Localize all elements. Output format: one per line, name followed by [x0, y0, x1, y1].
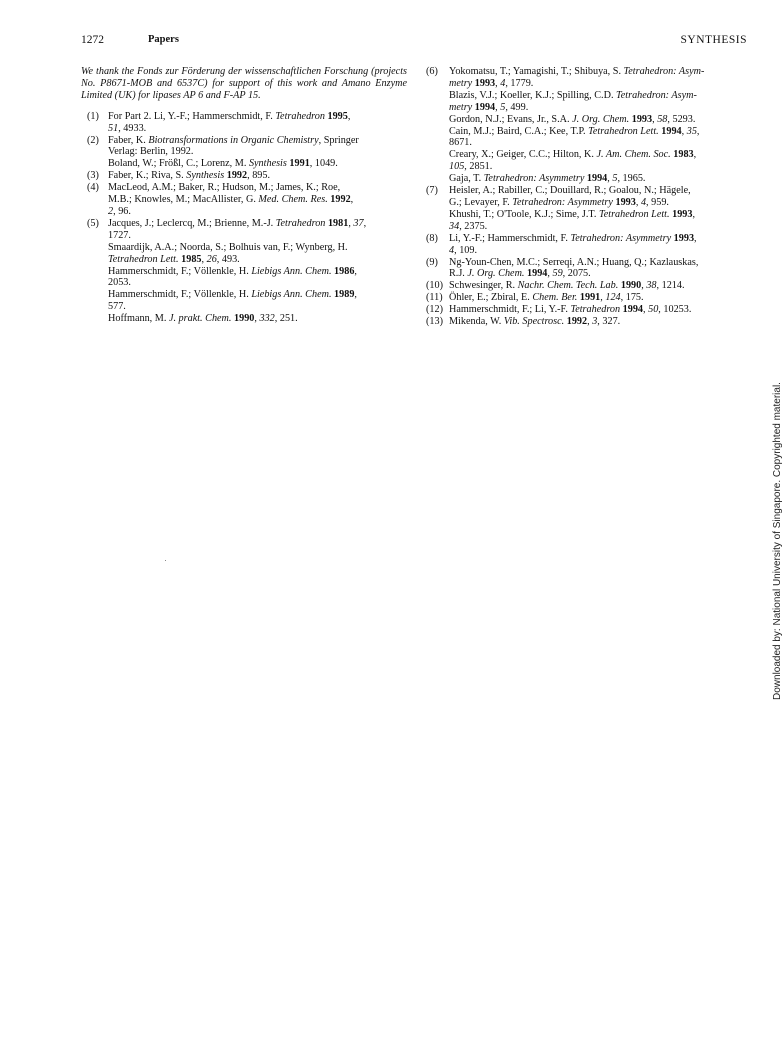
reference-text: , 251. — [274, 313, 298, 325]
publication-year: 1994 — [586, 173, 608, 185]
reference-entry — [422, 292, 748, 304]
reference-text: , — [694, 232, 697, 244]
reference-text: , — [696, 125, 700, 137]
reference-text: Khushi, T.; O'Toole, K.J.; Sime, J.T. — [449, 208, 599, 220]
reference-text: , 4933. — [118, 122, 147, 134]
reference-text: , — [363, 217, 367, 229]
journal-title: Biotransformations in Organic Chemistry — [148, 134, 319, 146]
reference-text: , 1049. — [309, 158, 338, 170]
publication-year: 1994 — [661, 125, 682, 137]
reference-text: , — [641, 280, 647, 292]
journal-title: 58 — [657, 113, 668, 125]
reference-text: , — [201, 253, 207, 265]
reference-entry — [81, 182, 407, 218]
reference-line — [449, 209, 748, 221]
reference-text: Verlag: Berlin, 1992. — [108, 146, 194, 158]
journal-title: 38 — [646, 280, 657, 292]
reference-text: R.J. — [449, 268, 468, 280]
reference-text: Cain, M.J.; Baird, C.A.; Kee, T.P. — [449, 125, 589, 137]
reference-text: , — [681, 125, 687, 137]
reference-text: M.B.; Knowles, M.; MacAllister, G. — [108, 194, 259, 206]
reference-text: , 499. — [505, 101, 529, 113]
reference-text: , 895. — [247, 170, 271, 182]
reference-line — [108, 194, 407, 206]
journal-title: 5 — [500, 101, 506, 113]
journal-title: Liebigs Ann. Chem. — [251, 289, 332, 301]
reference-text: 577. — [108, 301, 126, 313]
download-watermark: Downloaded by: National University of Singapore. Copyrighted material. — [772, 382, 783, 700]
reference-text: , — [692, 208, 696, 220]
publication-year: 1992 — [566, 316, 588, 328]
reference-number: (2) — [87, 134, 99, 146]
reference-text: Heisler, A.; Rabiller, C.; Douillard, R.; Goalou, N.; Hägele, — [449, 185, 691, 197]
reference-text: , 959. — [646, 196, 669, 208]
reference-line — [449, 90, 748, 102]
reference-text: 8671. — [449, 137, 472, 149]
reference-line — [449, 78, 748, 90]
journal-title: metry — [449, 77, 473, 89]
publication-year: 1981 — [327, 217, 349, 229]
reference-entry — [422, 257, 748, 281]
reference-line — [108, 289, 407, 301]
reference-text: , — [547, 268, 553, 280]
publication-year: 1992 — [330, 194, 351, 206]
reference-text: , — [693, 149, 697, 161]
reference-text: G.; Levayer, F. — [449, 196, 513, 208]
reference-line — [108, 301, 407, 313]
reference-text: , 1779. — [505, 77, 534, 89]
reference-number: (5) — [87, 217, 99, 229]
reference-number: (4) — [87, 182, 99, 194]
reference-number: (9) — [426, 256, 438, 268]
reference-line — [449, 173, 748, 185]
reference-text: , 175. — [620, 292, 644, 304]
journal-title: 37 — [353, 217, 364, 229]
reference-line — [449, 161, 748, 173]
reference-entry — [422, 280, 748, 292]
reference-text: Hammerschmidt, F.; Völlenkle, H. — [108, 265, 252, 277]
reference-text: Gordon, N.J.; Evans, Jr., S.A. — [449, 113, 573, 125]
reference-line — [449, 126, 748, 138]
reference-text: , — [350, 194, 354, 206]
reference-text: , — [347, 110, 351, 122]
journal-title: Tetrahedron: Asym- — [616, 89, 697, 101]
section-name: Papers — [148, 34, 179, 45]
reference-text: , 2375. — [459, 220, 488, 232]
journal-title: Med. Chem. Res. — [258, 194, 328, 206]
journal-title: J. Am. Chem. Soc. — [596, 149, 671, 161]
left-column — [81, 66, 407, 325]
reference-text: , — [254, 313, 260, 325]
reference-number: (1) — [87, 110, 99, 122]
reference-text: , — [354, 289, 357, 301]
reference-text: , 2075. — [562, 268, 591, 280]
reference-text: , — [495, 101, 501, 113]
reference-text: For Part 2. Li, Y.-F.; Hammerschmidt, F. — [108, 110, 276, 122]
reference-line — [449, 197, 748, 209]
journal-title: 3 — [592, 316, 598, 328]
publication-year: 1991 — [579, 292, 601, 304]
journal-title: Tetrahedron — [275, 110, 325, 122]
reference-text: Smaardijk, A.A.; Noorda, S.; Bolhuis van, F.; Wynberg, H. — [108, 241, 348, 253]
reference-entry — [81, 111, 407, 135]
reference-text: , 10253. — [658, 304, 692, 316]
journal-title: metry — [449, 101, 473, 113]
journal-title: 124 — [605, 292, 621, 304]
reference-line — [108, 277, 407, 289]
journal-title: Tetrahedron — [570, 304, 621, 316]
reference-line — [108, 158, 407, 170]
reference-line — [108, 218, 407, 230]
publication-year: 1994 — [622, 304, 644, 316]
journal-title: Tetrahedron Lett. — [598, 208, 670, 220]
reference-number: (13) — [426, 316, 443, 328]
journal-title: Tetrahedron: Asymmetry — [512, 196, 613, 208]
reference-line — [449, 102, 748, 114]
reference-list-right — [422, 66, 748, 328]
reference-line — [449, 280, 748, 292]
reference-entry — [422, 304, 748, 316]
reference-text: , 96. — [113, 205, 131, 217]
reference-text: Schwesinger, R. — [449, 280, 518, 292]
reference-text: Boland, W.; Frößl, C.; Lorenz, M. — [108, 158, 249, 170]
reference-text: , 2851. — [464, 161, 493, 173]
reference-entry — [81, 170, 407, 182]
reference-number: (12) — [426, 304, 443, 316]
publication-year: 1993 — [673, 232, 695, 244]
journal-title: 4 — [449, 244, 455, 256]
reference-line — [449, 185, 748, 197]
journal-title: Liebigs Ann. Chem. — [251, 265, 332, 277]
reference-line — [108, 182, 407, 194]
reference-text: Ng-Youn-Chen, M.C.; Serreqi, A.N.; Huang, Q.; Kazlauskas, — [449, 256, 699, 268]
reference-entry — [422, 233, 748, 257]
reference-text: , 1965. — [617, 173, 646, 185]
journal-title: 59 — [552, 268, 563, 280]
reference-entry — [422, 316, 748, 328]
journal-title: Tetrahedron Lett. — [588, 125, 659, 137]
reference-line — [449, 137, 748, 149]
reference-line — [449, 245, 748, 257]
running-header — [81, 34, 747, 50]
reference-text: , 493. — [216, 253, 240, 265]
reference-text: , — [635, 196, 641, 208]
journal-title: Tetrahedron: Asymmetry — [570, 232, 672, 244]
reference-text: Faber, K.; Riva, S. — [108, 170, 187, 182]
journal-title: Tetrahedron: Asymmetry — [483, 173, 585, 185]
publication-year: 1991 — [289, 158, 310, 170]
journal-title: 332 — [259, 313, 275, 325]
reference-entry — [422, 185, 748, 233]
reference-number: (7) — [426, 185, 438, 197]
journal-title: 105 — [449, 161, 465, 173]
journal-name: SYNTHESIS — [680, 34, 747, 46]
reference-line — [108, 123, 407, 135]
reference-line — [449, 316, 748, 328]
reference-text: MacLeod, A.M.; Baker, R.; Hudson, M.; James, K.; Roe, — [108, 182, 341, 194]
reference-text: Yokomatsu, T.; Yamagishi, T.; Shibuya, S. — [449, 66, 624, 77]
reference-entry — [81, 218, 407, 325]
journal-title: 35 — [686, 125, 697, 137]
reference-text: , — [354, 265, 357, 277]
reference-text: Mikenda, W. — [449, 316, 504, 328]
reference-number: (3) — [87, 170, 99, 182]
publication-year: 1989 — [334, 289, 355, 301]
journal-title: J. Org. Chem. — [572, 113, 630, 125]
reference-text: Hoffmann, M. — [108, 313, 169, 325]
reference-line — [449, 221, 748, 233]
journal-title: 34 — [449, 220, 460, 232]
reference-text: 2053. — [108, 277, 131, 289]
publication-year: 1993 — [672, 208, 693, 220]
reference-line — [108, 242, 407, 254]
reference-line — [449, 257, 748, 269]
reference-number: (6) — [426, 66, 438, 77]
reference-line — [108, 254, 407, 266]
reference-text: Li, Y.-F.; Hammerschmidt, F. — [449, 232, 571, 244]
reference-text: Hammerschmidt, F.; Li, Y.-F. — [449, 304, 571, 316]
reference-entry — [422, 66, 748, 185]
reference-line — [108, 206, 407, 218]
reference-text: , 5293. — [667, 113, 696, 125]
reference-text: Creary, X.; Geiger, C.C.; Hilton, K. — [449, 149, 597, 161]
reference-line — [449, 233, 748, 245]
journal-title: 2 — [108, 205, 114, 217]
reference-text: , — [607, 173, 613, 185]
reference-number: (11) — [426, 292, 443, 304]
journal-title: Chem. Ber. — [532, 292, 578, 304]
publication-year: 1990 — [620, 280, 642, 292]
reference-line — [108, 313, 407, 325]
right-column — [422, 66, 748, 328]
reference-text: , 109. — [454, 244, 478, 256]
journal-title: 4 — [500, 77, 506, 89]
journal-title: 26 — [206, 253, 217, 265]
reference-line — [108, 135, 407, 147]
publication-year: 1993 — [474, 77, 496, 89]
reference-text: , — [652, 113, 658, 125]
reference-text: , — [643, 304, 649, 316]
reference-entry — [81, 135, 407, 171]
publication-year: 1990 — [234, 313, 255, 325]
reference-text: Gaja, T. — [449, 173, 484, 185]
reference-line — [108, 170, 407, 182]
reference-text: Jacques, J.; Leclercq, M.; Brienne, M.-J. — [108, 217, 276, 229]
reference-text: , — [495, 77, 501, 89]
reference-text: , 1214. — [656, 280, 685, 292]
reference-text: , — [600, 292, 606, 304]
reference-list-left — [81, 111, 407, 325]
reference-line — [449, 114, 748, 126]
reference-line — [449, 149, 748, 161]
journal-title: J. prakt. Chem. — [168, 313, 232, 325]
journal-title: Synthesis — [248, 158, 287, 170]
publication-year: 1993 — [615, 196, 636, 208]
reference-line — [449, 66, 748, 78]
reference-text: 1727. — [108, 229, 131, 241]
journal-title: 5 — [612, 173, 618, 185]
journal-title: J. Org. Chem. — [467, 268, 525, 280]
page-number: 1272 — [81, 34, 104, 46]
journal-title: Nachr. Chem. Tech. Lab. — [517, 280, 619, 292]
publication-year: 1983 — [673, 149, 694, 161]
publication-year: 1993 — [631, 113, 653, 125]
reference-line — [108, 146, 407, 158]
reference-text: Öhler, E.; Zbiral, E. — [449, 292, 533, 304]
reference-text: , — [348, 217, 354, 229]
reference-number: (8) — [426, 232, 438, 244]
journal-title: Tetrahedron: Asym- — [623, 66, 705, 77]
reference-text: Blazis, V.J.; Koeller, K.J.; Spilling, C.D. — [449, 89, 617, 101]
publication-year: 1994 — [474, 101, 496, 113]
reference-text: Hammerschmidt, F.; Völlenkle, H. — [108, 289, 252, 301]
publication-year: 1994 — [527, 268, 548, 280]
reference-line — [449, 292, 748, 304]
reference-line — [449, 268, 748, 280]
reference-number: (10) — [426, 280, 443, 292]
journal-title: 50 — [648, 304, 659, 316]
publication-year: 1986 — [334, 265, 355, 277]
publication-year: 1995 — [327, 110, 348, 122]
publication-year: 1985 — [181, 253, 202, 265]
reference-text: , — [587, 316, 593, 328]
reference-text: , 327. — [597, 316, 621, 328]
journal-title: Synthesis — [186, 170, 225, 182]
reference-text: Faber, K. — [108, 134, 149, 146]
journal-title: Tetrahedron Lett. — [108, 253, 179, 265]
stray-mark — [165, 560, 166, 561]
journal-title: Tetrahedron — [275, 217, 326, 229]
journal-title: 4 — [640, 196, 647, 208]
publication-year: 1992 — [226, 170, 248, 182]
journal-title: 51 — [108, 122, 119, 134]
reference-line — [108, 266, 407, 278]
reference-line — [108, 230, 407, 242]
reference-line — [449, 304, 748, 316]
acknowledgement: We thank the Fonds zur Förderung der wissenschaftlichen Forschung (projects No. P8671-MOB and 6537C) for support of this work and Amano Enzyme Limited (UK) for lipases AP 6 and F-AP 15. — [81, 66, 407, 101]
journal-title: Vib. Spectrosc. — [503, 316, 565, 328]
reference-line — [108, 111, 407, 123]
reference-text: , Springer — [318, 134, 359, 146]
